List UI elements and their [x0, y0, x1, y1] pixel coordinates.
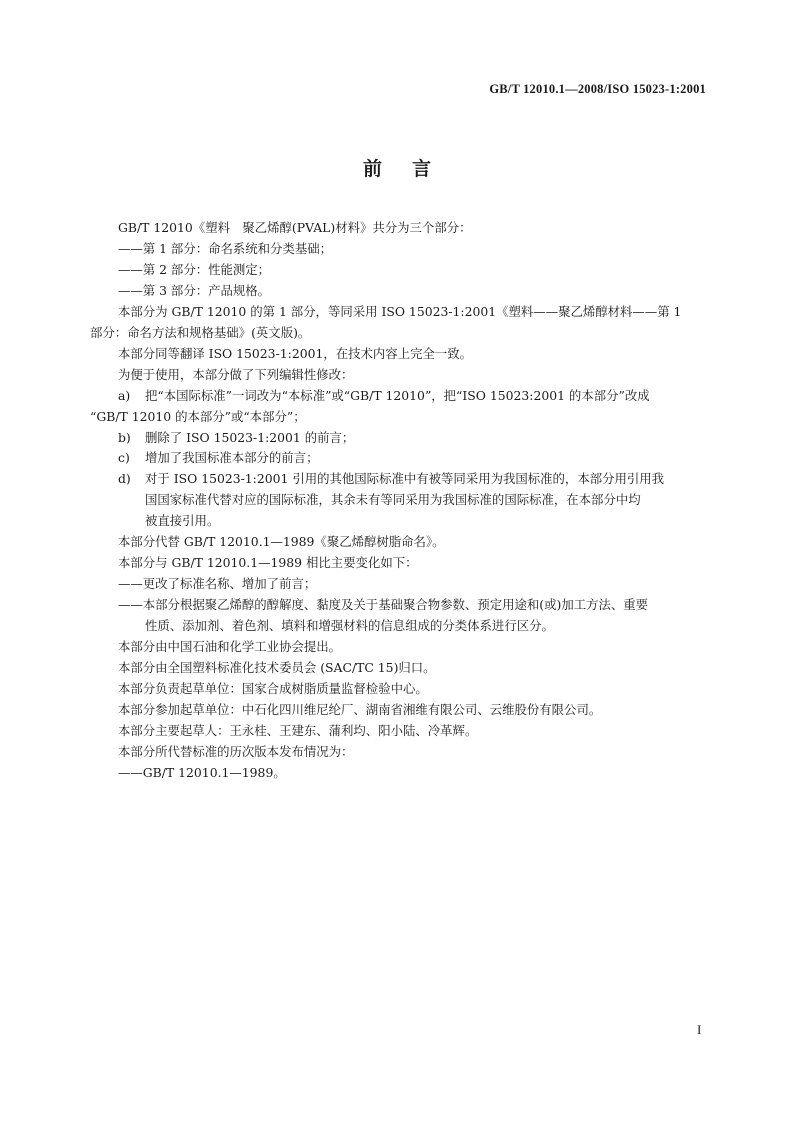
text-line: ——第 2 部分：性能测定；: [118, 261, 271, 277]
document-header: GB/T 12010.1—2008/ISO 15023-1:2001: [489, 82, 706, 96]
text-line: 把“本国际标准”一词改为“本标准”或“GB/T 12010”，把“ISO 15023:2001 的本部分”改成: [145, 387, 650, 403]
text-line: ——第 3 部分：产品规格。: [118, 282, 271, 298]
page-title: 前言: [362, 158, 461, 180]
text-line: 为便于使用，本部分做了下列编辑性修改：: [118, 366, 354, 382]
text-line: ——更改了标准名称、增加了前言；: [118, 576, 317, 592]
text-line: 本部分负责起草单位：国家合成树脂质量监督检验中心。: [118, 680, 428, 696]
text-line: 本部分由中国石油和化学工业协会提出。: [118, 639, 342, 654]
text-line: 本部分同等翻译 ISO 15023-1:2001，在技术内容上完全一致。: [118, 345, 473, 361]
text-line: 对于 ISO 15023-1:2001 引用的其他国际标准中有被等同采用为我国标准的，本部分用引用我: [145, 471, 665, 487]
text-line: 本部分为 GB/T 12010 的第 1 部分，等同采用 ISO 15023-1:2001《塑料——聚乙烯醇材料——第 1: [118, 303, 682, 319]
text-line: ——本部分根据聚乙烯醇的醇解度、黏度及关于基础聚合物参数、预定用途和(或)加工方法、重要: [118, 597, 649, 613]
list-label: b): [118, 429, 131, 445]
text-line: 删除了 ISO 15023-1:2001 的前言；: [145, 429, 355, 445]
text-line: ——第 1 部分：命名系统和分类基础；: [118, 240, 333, 256]
list-label: d): [118, 471, 131, 487]
list-label: c): [118, 450, 130, 466]
text-line: 性质、添加剂、着色剂、填料和增强材料的信息组成的分类体系进行区分。: [145, 618, 554, 634]
text-line: GB/T 12010《塑料 聚乙烯醇(PVAL)材料》共分为三个部分：: [118, 220, 472, 235]
text-line: 增加了我国标准本部分的前言；: [145, 450, 319, 466]
text-line: 本部分参加起草单位：中石化四川维尼纶厂、湖南省湘维有限公司、云维股份有限公司。: [118, 701, 602, 717]
list-label: a): [118, 387, 131, 403]
text-line: ——GB/T 12010.1—1989。: [118, 764, 286, 780]
text-line: 本部分与 GB/T 12010.1—1989 相比主要变化如下：: [118, 555, 418, 571]
text-line: 本部分代替 GB/T 12010.1—1989《聚乙烯醇树脂命名》。: [118, 534, 445, 550]
text-line: 本部分由全国塑料标准化技术委员会 (SAC/TC 15)归口。: [118, 659, 436, 675]
text-line: 本部分所代替标准的历次版本发布情况为：: [118, 743, 354, 759]
text-line: 本部分主要起草人：王永桂、王建东、蒲利均、阳小陆、冷革辉。: [118, 722, 478, 738]
text-line: “GB/T 12010 的本部分”或“本部分”；: [90, 408, 306, 424]
page-number: I: [697, 1022, 702, 1037]
text-line: 被直接引用。: [145, 513, 220, 529]
text-line: 部分：命名方法和规格基础》(英文版)。: [90, 324, 311, 340]
text-line: 国国家标准代替对应的国际标准，其余未有等同采用为我国标准的国际标准，在本部分中均: [145, 492, 641, 508]
